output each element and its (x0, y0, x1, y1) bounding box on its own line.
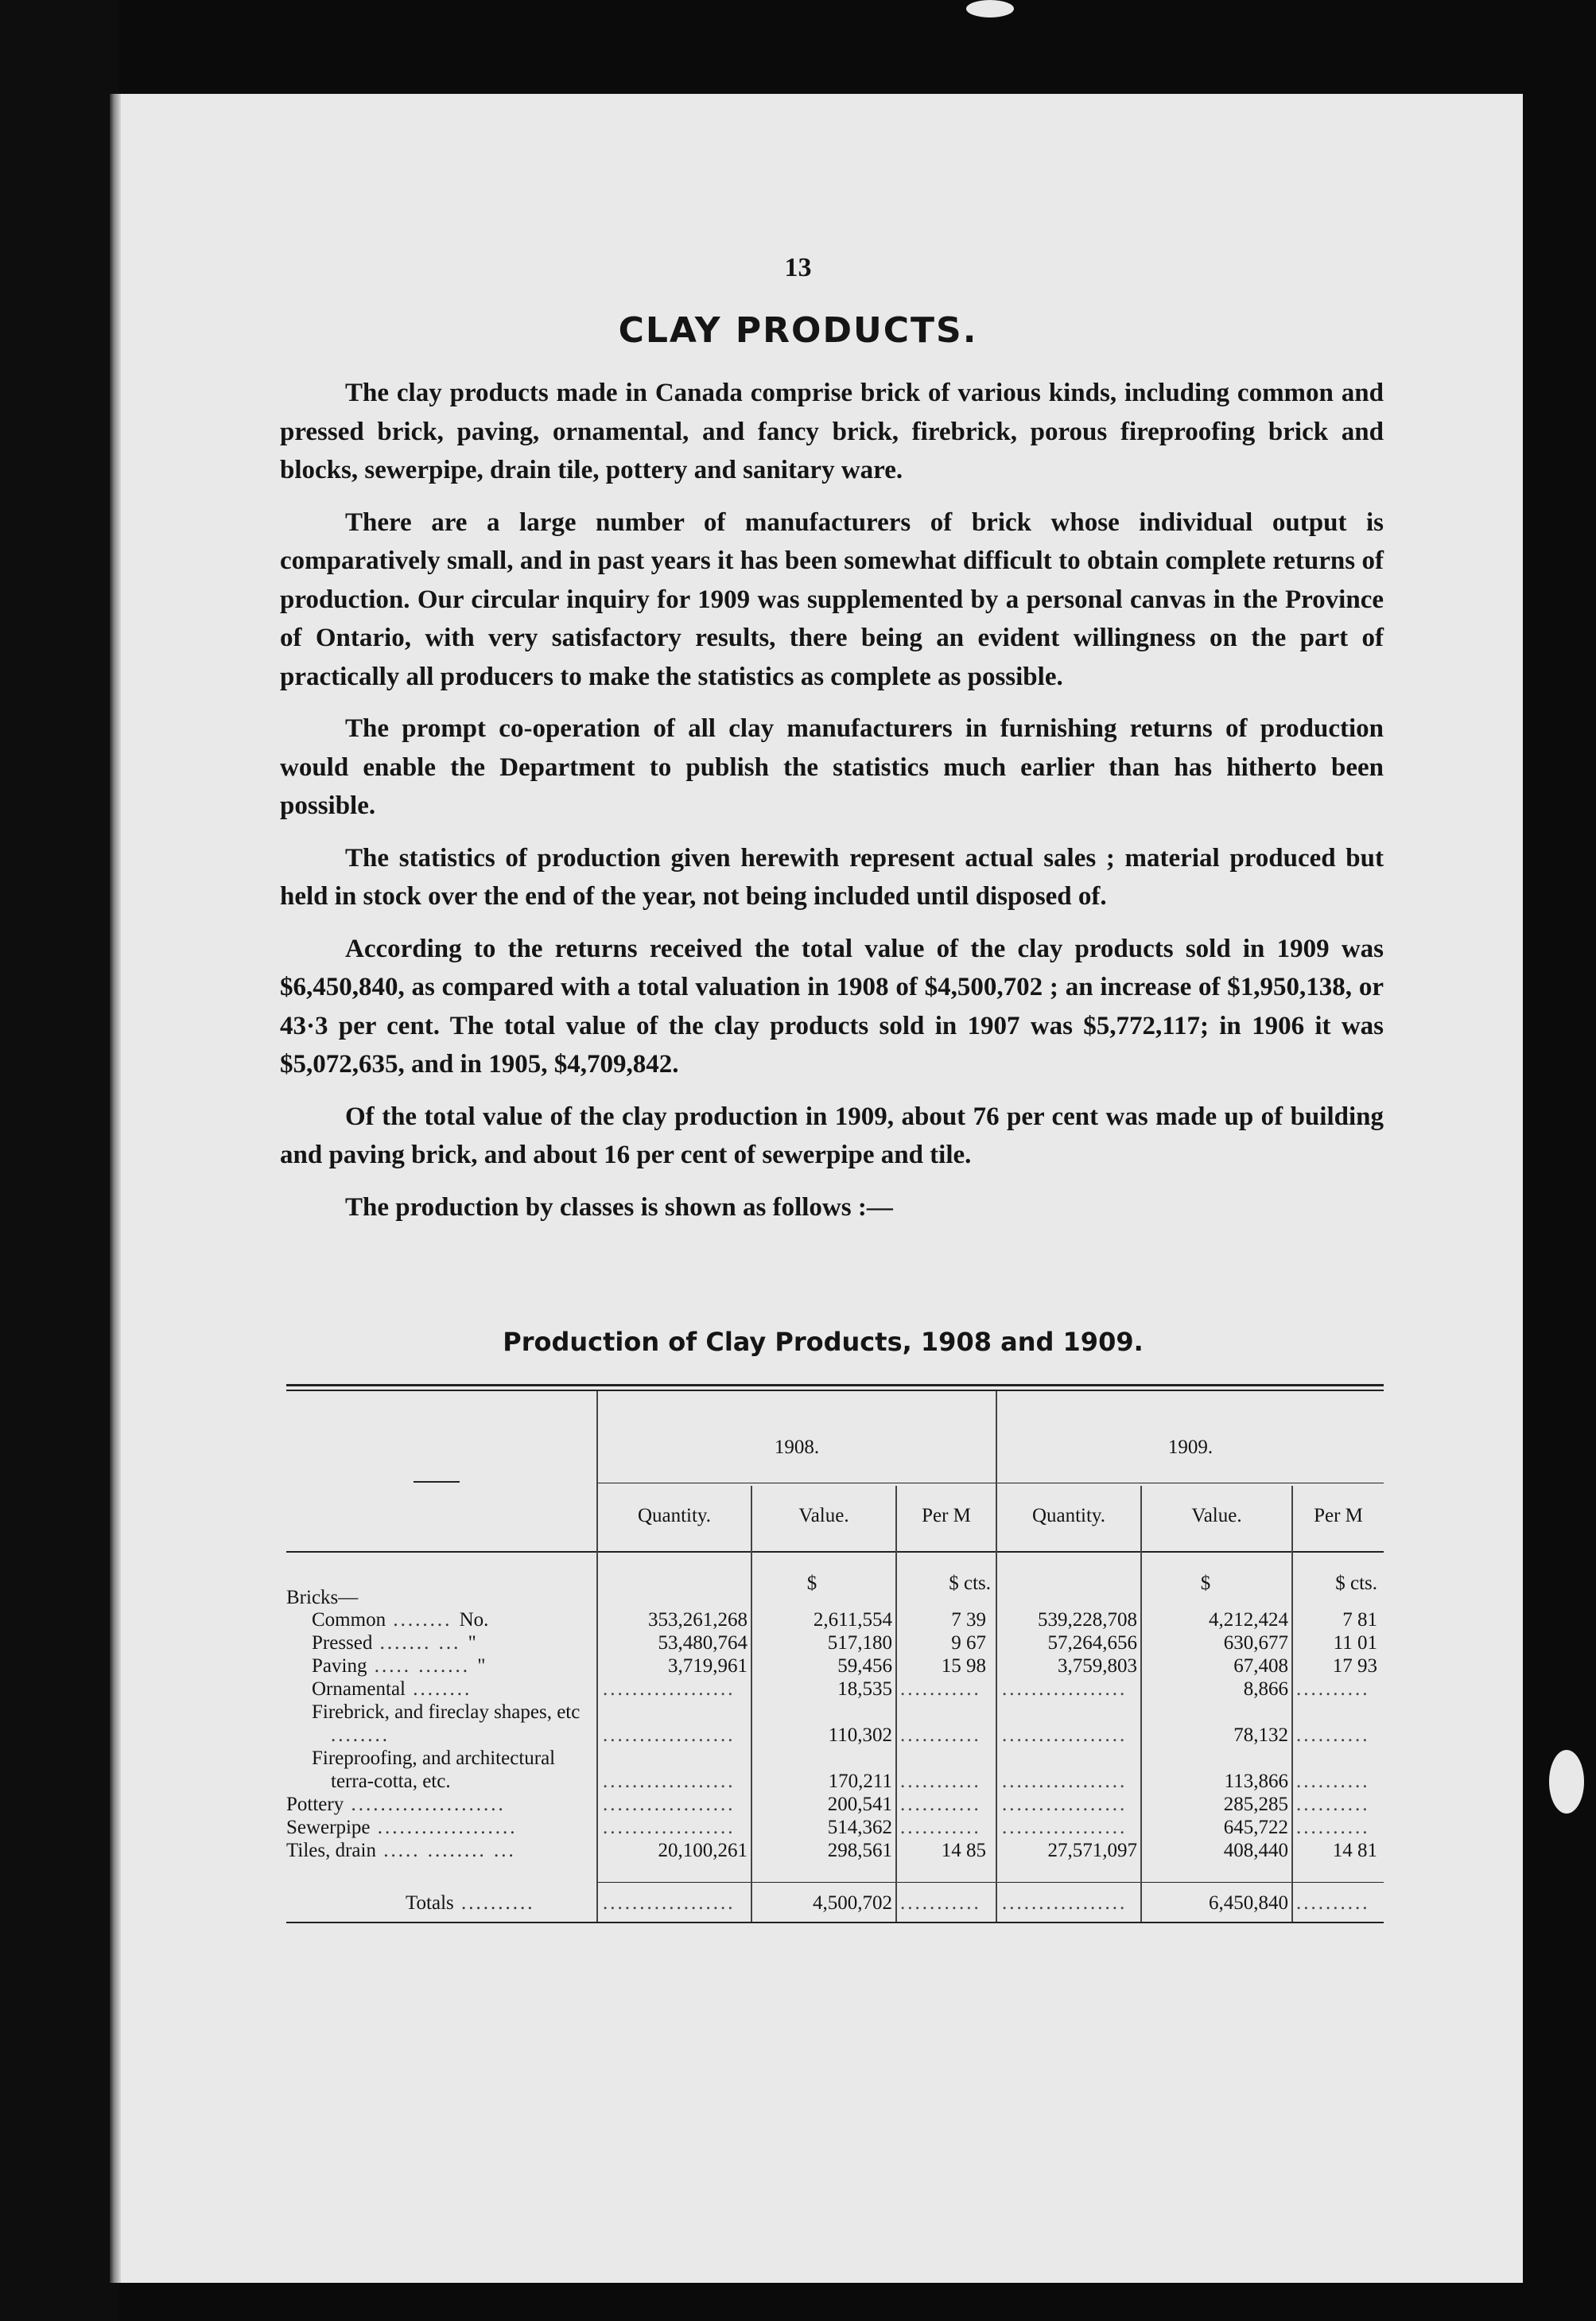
cell-value-1908: 59,456 (837, 1655, 892, 1677)
unit-label: $ (806, 1573, 817, 1594)
row-unit: " (477, 1655, 486, 1677)
leader-dots: .......... (1296, 1892, 1370, 1914)
leader-dots: .................. (603, 1794, 736, 1815)
totals-top-rule (598, 1882, 1384, 1883)
scan-speck (1549, 1750, 1584, 1814)
cell-perm-1909: 11 01 (1333, 1632, 1377, 1654)
leader-dots: ........... (900, 1724, 981, 1746)
cell-value-1908: 18,535 (837, 1678, 892, 1700)
cell-quantity-1908: 353,261,268 (648, 1609, 748, 1631)
row-label-text: Firebrick, and fireclay shapes, etc (312, 1701, 581, 1723)
paragraph: The statistics of production given herewith represent actual sales ; material produced but held in stock over the end of the year, not being included until disposed of. (280, 843, 1384, 911)
totals-value-1908: 4,500,702 (813, 1892, 892, 1914)
table-top-rule (286, 1384, 1384, 1386)
cell-value-1909: 78,132 (1233, 1724, 1288, 1746)
cell-value-1908: 170,211 (828, 1771, 892, 1792)
header-bottom-rule (286, 1551, 1384, 1553)
cell-quantity-1909: 57,264,656 (1047, 1632, 1137, 1654)
table-bottom-rule (286, 1922, 1384, 1923)
row-label-text: Ornamental (312, 1678, 406, 1700)
leader-dots: ................. (1002, 1892, 1128, 1914)
section-title: CLAY PRODUCTS. (618, 310, 978, 351)
paragraph: The prompt co-operation of all clay manufacturers in furnishing returns of production would enable the Department to publish the statistics much earlier than has hitherto been possible. (280, 714, 1384, 820)
row-label: Tiles, drain ..... ........ ... (286, 1840, 516, 1861)
cell-value-1909: 113,866 (1224, 1771, 1288, 1792)
row-label-text: Paving (312, 1655, 367, 1677)
leader-dots: .......... (1296, 1817, 1370, 1838)
leader-dots: ........... (900, 1892, 981, 1914)
leader-dots: .................. (603, 1771, 736, 1792)
cell-perm-1909: 14 81 (1332, 1840, 1377, 1861)
row-label-text: Sewerpipe (286, 1817, 371, 1838)
cell-value-1908: 200,541 (827, 1794, 892, 1815)
row-label (312, 1747, 595, 1793)
paragraph: The clay products made in Canada comprise brick of various kinds, including common and pressed brick, paving, ornamental, and fancy brick, firebrick, porous fireproofing brick and blocks, sewerpipe, drain tile, pottery and sanitary ware. (280, 379, 1384, 484)
leader-dots: .................. (603, 1724, 736, 1746)
row-unit: No. (459, 1609, 489, 1631)
row-group-label: Bricks— (286, 1587, 359, 1608)
year-header-1908: 1908. (774, 1437, 820, 1458)
totals-label: Totals .......... (406, 1892, 535, 1914)
totals-value-1909: 6,450,840 (1209, 1892, 1288, 1914)
cell-perm-1909: 17 93 (1332, 1655, 1377, 1677)
cell-quantity-1908: 3,719,961 (668, 1655, 748, 1677)
cell-value-1909: 630,677 (1223, 1632, 1288, 1654)
unit-label: $ (1200, 1573, 1211, 1594)
stub-dash (414, 1481, 460, 1483)
leader-dots: .......... (1296, 1724, 1370, 1746)
paragraph: According to the returns received the total value of the clay products sold in 1909 was $6,450,840, as compared with a total valuation in 1908 of $4,500,702 ; an increase of $1,950,138, or 43·3 per cent. The total value of the clay products sold in 1907 was $5,772,117; in 1906 it was $5,072,635, and in 1905, $4,709,842. (280, 934, 1384, 1079)
col-header-value-1909: Value. (1191, 1505, 1242, 1526)
unit-label: $ cts. (1335, 1573, 1377, 1594)
totals-label-text: Totals (406, 1892, 454, 1914)
cell-quantity-1909: 3,759,803 (1058, 1655, 1137, 1677)
leader-dots: .......... (1296, 1771, 1370, 1792)
row-label: Firebrick, and fireclay shapes, etc ........ (312, 1701, 581, 1746)
cell-quantity-1909: 539,228,708 (1038, 1609, 1137, 1631)
cell-quantity-1908: 20,100,261 (658, 1840, 748, 1861)
leader-dots: ........... (900, 1678, 981, 1700)
leader-dots: ................. (1002, 1794, 1128, 1815)
row-label-text: Tiles, drain (286, 1840, 376, 1861)
col-header-perm-1908: Per M (922, 1505, 971, 1526)
paragraph: The production by classes is shown as follows :— (345, 1192, 893, 1222)
body-text (280, 374, 1384, 1240)
col-header-perm-1909: Per M (1314, 1505, 1363, 1526)
cell-value-1908: 514,362 (827, 1817, 892, 1838)
paragraph: There are a large number of manufacturers of brick whose individual output is comparatively small, and in past years it has been somewhat difficult to obtain complete returns of production. Our circular inquiry for 1909 was supplemented by a personal canvas in the Province of Ontario, with very satisfactory results, there being an evident willingness on the part of practically all producers to make the statistics as complete as possible. (280, 507, 1384, 691)
scan-speck (966, 0, 1014, 17)
leader-dots: .................. (603, 1678, 736, 1700)
leader-dots: ................. (1002, 1817, 1128, 1838)
row-unit: " (468, 1632, 476, 1654)
row-label: Paving ..... ....... " (312, 1655, 486, 1677)
col-header-value-1908: Value. (798, 1505, 849, 1526)
cell-value-1909: 8,866 (1243, 1678, 1288, 1700)
cell-value-1908: 298,561 (827, 1840, 892, 1861)
page-number: 13 (784, 253, 812, 282)
cell-value-1909: 285,285 (1223, 1794, 1288, 1815)
cell-value-1908: 517,180 (827, 1632, 892, 1654)
cell-value-1909: 67,408 (1233, 1655, 1288, 1677)
cell-value-1909: 4,212,424 (1209, 1609, 1288, 1631)
table-top-rule (286, 1390, 1384, 1391)
leader-dots: .......... (1296, 1678, 1370, 1700)
leader-dots: ........... (900, 1794, 981, 1815)
leader-dots: .................. (603, 1817, 736, 1838)
col-header-quantity-1908: Quantity. (637, 1505, 712, 1526)
cell-value-1908: 2,611,554 (813, 1609, 892, 1631)
cell-perm-1908: 15 98 (941, 1655, 986, 1677)
row-label: Common ........ No. (312, 1609, 489, 1631)
cell-perm-1908: 14 85 (941, 1840, 986, 1861)
row-label-text: Pottery (286, 1794, 344, 1815)
row-label-text: Pressed (312, 1632, 373, 1654)
row-label-text: Common (312, 1609, 386, 1631)
row-label-text: Fireproofing, and architectural terra-cotta, etc. (312, 1748, 556, 1792)
leader-dots: .................. (603, 1892, 736, 1914)
leader-dots: ................. (1002, 1724, 1128, 1746)
row-label: Pottery ..................... (286, 1794, 506, 1815)
leader-dots: ........... (900, 1817, 981, 1838)
paragraph: Of the total value of the clay production in 1909, about 76 per cent was made up of building and paving brick, and about 16 per cent of sewerpipe and tile. (280, 1102, 1384, 1169)
leader-dots: .......... (1296, 1794, 1370, 1815)
cell-value-1909: 408,440 (1223, 1840, 1288, 1861)
leader-dots: ................. (1002, 1771, 1128, 1792)
production-table (286, 1384, 1384, 1925)
col-header-quantity-1909: Quantity. (1031, 1505, 1106, 1526)
row-label: Sewerpipe ................... (286, 1817, 518, 1838)
cell-perm-1908: 7 39 (951, 1609, 986, 1631)
leader-dots: ........... (900, 1771, 981, 1792)
unit-label: $ cts. (949, 1573, 991, 1594)
cell-perm-1908: 9 67 (951, 1632, 986, 1654)
cell-quantity-1909: 27,571,097 (1047, 1840, 1137, 1861)
binding-edge (110, 94, 121, 2283)
table-caption: Production of Clay Products, 1908 and 1909. (503, 1327, 1144, 1357)
year-header-1909: 1909. (1167, 1437, 1214, 1458)
leader-dots: ................. (1002, 1678, 1128, 1700)
cell-quantity-1908: 53,480,764 (658, 1632, 748, 1654)
row-label: Ornamental ........ (312, 1678, 472, 1700)
cell-perm-1909: 7 81 (1342, 1609, 1377, 1631)
row-label: Pressed ....... ... " (312, 1632, 476, 1654)
cell-value-1909: 645,722 (1223, 1817, 1288, 1838)
cell-value-1908: 110,302 (828, 1724, 892, 1746)
